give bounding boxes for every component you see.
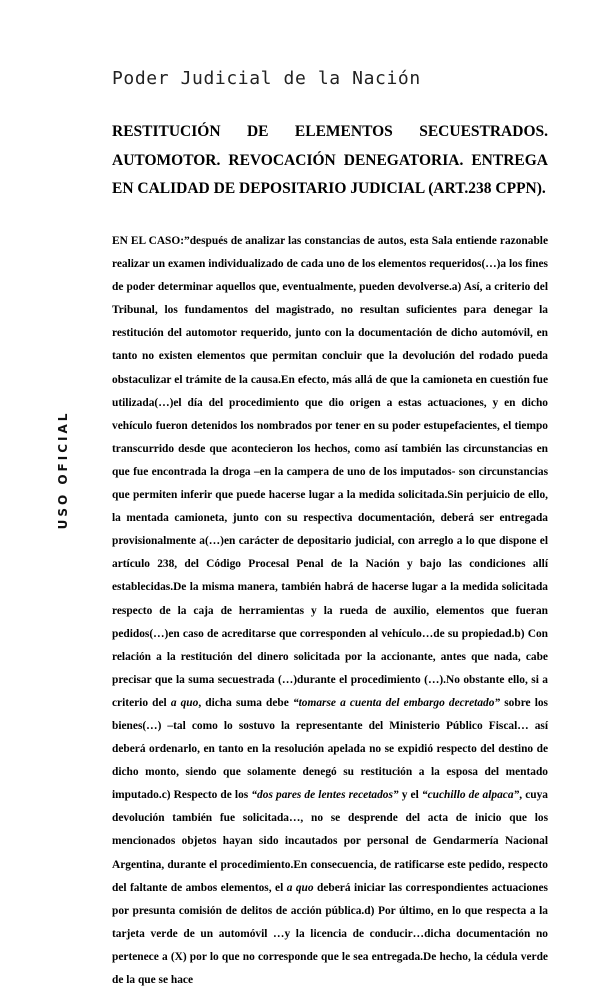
- body-text-segment: sobre los bienes(…) –tal como lo sostuvo la representante del Ministerio Público Fiscal… así deberá ordenarlo, en tanto en la resolución apelada no se expidió respecto del destino de dicho monto, siendo que solamente denegó su restitución a la esposa del mentado imputado.c) Respecto de los: [112, 696, 548, 802]
- body-text-segment: y el: [398, 789, 422, 802]
- body-text-segment: , dicha suma debe: [198, 696, 293, 709]
- page-header-title: Poder Judicial de la Nación: [112, 68, 421, 89]
- body-italic-segment: a quo: [286, 881, 314, 894]
- body-italic-segment: “dos pares de lentes recetados”: [251, 789, 399, 802]
- body-italic-segment: a quo: [170, 696, 199, 709]
- body-text-segment: , cuya devolución también fue solicitada…, no se desprende del acta de inicio que los mencionados objetos hayan sido incautados por personal de Gendarmería Nacional Argentina, durante el procedimiento.En consecuencia, de ratificarse este pedido, respecto del faltante de ambos elementos, el: [112, 789, 548, 894]
- body-italic-segment: “tomarse a cuenta del embargo decretado”: [292, 696, 501, 709]
- document-heading: RESTITUCIÓN DE ELEMENTOS SECUESTRADOS. AUTOMOTOR. REVOCACIÓN DENEGATORIA. ENTREGA EN CALIDAD DE DEPOSITARIO JUDICIAL (ART.238 CPPN).: [112, 123, 548, 197]
- side-stamp-text: USO OFICIAL: [56, 410, 70, 530]
- body-italic-segment: “cuchillo de alpaca”: [421, 789, 520, 802]
- document-body: [112, 230, 548, 992]
- body-text-segment: deberá iniciar las correspondientes actuaciones por presunta comisión de delitos de acción pública.d) Por último, en lo que respecta a la tarjeta verde de un automóvil …y la licencia de conducir…dicha documentación no pertenece a (X) por lo que no corresponde que le sea entregada.De hecho, la cédula verde de la que se hace: [112, 881, 548, 986]
- body-text-segment: EN EL CASO:”después de analizar las constancias de autos, esta Sala entiende razonable realizar un examen individualizado de cada uno de los elementos requeridos(…)a los fines de poder determinar aquellos que, eventualmente, pueden devolverse.a) Así, a criterio del Tribunal, los fundamentos del magistrado, no resultan suficientes para denegar la restitución del automotor requerido, junto con la documentación de dicho automóvil, en tanto no existen elementos que permitan concluir que la devolución del rodado pueda obstaculizar el trámite de la causa.En efecto, más allá de que la camioneta en cuestión fue utilizada(…)el día del procedimiento que dio origen a estas actuaciones, y en dicho vehículo fueron detenidos los nombrados por tener en su poder estupefacientes, el tiempo transcurrido desde que acontecieron los hechos, como así también las circunstancias en que fue encontrada la droga –en la campera de uno de los imputados- son circunstancias que permiten inferir que puede hacerse lugar a la medida solicitada.Sin perjuicio de ello, la mentada camioneta, junto con su respectiva documentación, deberá ser entregada provisionalmente a(…)en carácter de depositario judicial, con arreglo a lo que dispone el artículo 238, del Código Procesal Penal de la Nación y bajo las condiciones allí establecidas.De la misma manera, también habrá de hacerse lugar a la medida solicitada respecto de la caja de herramientas y la rueda de auxilio, elementos que fueran pedidos(…)en caso de acreditarse que corresponden al vehículo…de su propiedad.b) Con relación a la restitución del dinero solicitada por la accionante, antes que nada, cabe precisar que la suma secuestrada (…)durante el procedimiento (…).No obstante ello, si a criterio del: [112, 235, 548, 709]
